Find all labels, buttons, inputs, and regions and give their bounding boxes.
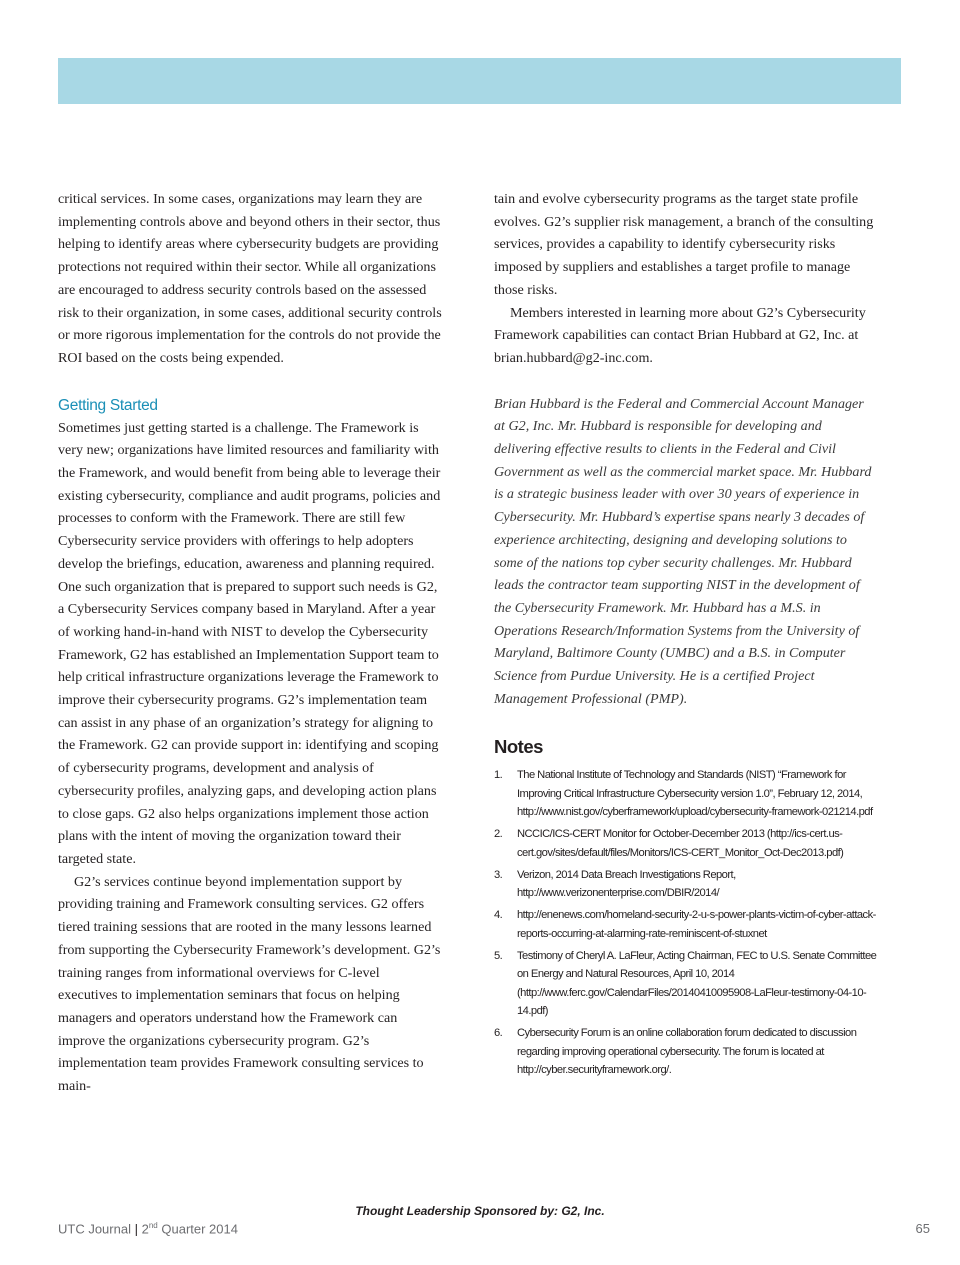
body-paragraph: Sometimes just getting started is a challenge. The Framework is very new; organizations have limited resources and familiarity with the Framework, and would benefit from being able to leverage their existing cybersecurity, compliance and audit programs, policies and processes to conform with the Framework. There are still few Cybersecurity service providers with offerings to help adopters develop the briefings, education, awareness and planning required. One such organization that is prepared to support such needs is G2, a Cybersecurity Services company based in Maryland. After a year of working hand-in-hand with NIST to develop the Cybersecurity Framework, G2 has established an Implementation Support team to help critical infrastructure organizations leverage the Framework to improve their cybersecurity programs. G2’s implementation team can assist in any phase of an organization’s strategy for aligning to the Framework. G2 can provide support in: identifying and scoping of cybersecurity programs, development and analysis of cybersecurity profiles, analyzing gaps, and developing action plans to close gaps. G2 also helps organizations implement those action plans with the intent of moving the organization toward their targeted state. — [58, 419, 441, 867]
quarter-label: Quarter 2014 — [161, 1221, 238, 1237]
note-item — [494, 866, 878, 903]
note-text: NCCIC/ICS-CERT Monitor for October-December 2013 (http://ics-cert.us-cert.gov/sites/default/files/Monitors/ICS-CERT_Monitor_Oct-Dec2013.pdf) — [517, 828, 844, 859]
note-item — [494, 906, 878, 943]
note-number: 3. — [494, 868, 503, 881]
note-number: 1. — [494, 769, 503, 782]
note-text: Cybersecurity Forum is an online collaboration forum dedicated to discussion regarding improving operational cybersecurity. The forum is located at http://cyber.securityframework.org/. — [517, 1027, 857, 1077]
quarter-superscript: nd — [148, 1221, 158, 1230]
page-number: 65 — [915, 1221, 930, 1236]
note-item — [494, 947, 878, 1021]
note-item — [494, 1024, 878, 1080]
note-number: 6. — [494, 1027, 503, 1040]
journal-issue — [58, 1221, 238, 1236]
notes-list — [494, 766, 878, 1080]
separator: | — [134, 1221, 138, 1237]
section-heading: Getting Started — [58, 396, 158, 414]
contact-paragraph: Members interested in learning more about G2’s Cybersecurity Framework capabilities can contact Brian Hubbard at G2, Inc. at brian.hubbard@g2-inc.com. — [494, 304, 866, 366]
notes-title: Notes — [494, 736, 543, 758]
body-paragraph: tain and evolve cybersecurity programs as the target state profile evolves. G2’s supplier risk management, a branch of the consulting services, provides a capability to identify cybersecurity risks imposed by suppliers and establishes a target profile to manage those risks. — [494, 191, 874, 298]
body-paragraph: critical services. In some cases, organizations may learn they are implementing controls above and beyond others in their sector, thus helping to identify areas where cybersecurity budgets are providing protections not required within their sector. While all organizations are encouraged to address security controls based on the assessed risk to their organization, in some cases, additional security controls or more rigorous implementation for the controls do not provide the ROI based on the costs being expended. — [58, 191, 442, 366]
note-number: 4. — [494, 909, 503, 922]
note-text: Testimony of Cheryl A. LaFleur, Acting Chairman, FEC to U.S. Senate Committee on Energy and Natural Resources, April 10, 2014 (http://www.ferc.gov/CalendarFiles/20140410095908-LaFleur-testimony-04-10-14.pdf) — [517, 949, 877, 1018]
left-column — [58, 188, 442, 1098]
journal-name: UTC Journal — [58, 1221, 131, 1237]
quarter-number: 2 — [141, 1221, 149, 1237]
note-item — [494, 825, 878, 862]
note-text: Verizon, 2014 Data Breach Investigations Report, http://www.verizonenterprise.com/DBIR/2014/ — [517, 868, 736, 900]
body-paragraph: G2’s services continue beyond implementation support by providing training and Framework consulting services. G2 offers tiered training sessions that are rooted in the many lessons learned from supporting the Cybersecurity Framework’s development. G2’s training ranges from informational overviews for C-level executives to implementation seminars that focus on helping managers and operators understand how the Framework can improve the organizations cybersecurity program. G2’s implementation team provides Framework consulting services to main- — [58, 873, 441, 1095]
note-text: http://enenews.com/homeland-security-2-u-s-power-plants-victim-of-cyber-attack-reports-occurring-at-alarming-rate-reminiscent-of-stuxnet — [517, 909, 876, 940]
note-text: The National Institute of Technology and Standards (NIST) “Framework for Improving Critical Infrastructure Cybersecurity version 1.0”, February 12, 2014, http://www.nist.gov/cyberframework/upload/cybersecurity-framework-021214.pdf — [517, 769, 873, 819]
note-number: 5. — [494, 949, 503, 962]
note-item — [494, 766, 878, 822]
sponsor-line: Thought Leadership Sponsored by: G2, Inc. — [355, 1204, 605, 1218]
author-bio: Brian Hubbard is the Federal and Commercial Account Manager at G2, Inc. Mr. Hubbard is responsible for developing and delivering effective results to clients in the Federal and Civil Government as well as the commercial market space. Mr. Hubbard is a strategic business leader with over 30 years of experience in Cybersecurity. Mr. Hubbard’s expertise spans nearly 3 decades of experience architecting, designing and developing solutions to some of the nations top cyber security challenges. Mr. Hubbard leads the contractor team supporting NIST in the development of the Cybersecurity Framework. Mr. Hubbard has a M.S. in Operations Research/Information Systems from the University of Maryland, Baltimore County (UMBC) and a B.S. in Computer Science from Purdue University. He is a certified Project Management Professional (PMP). — [494, 395, 872, 707]
note-number: 2. — [494, 828, 503, 841]
header-banner — [58, 58, 901, 104]
right-column — [494, 188, 878, 1083]
